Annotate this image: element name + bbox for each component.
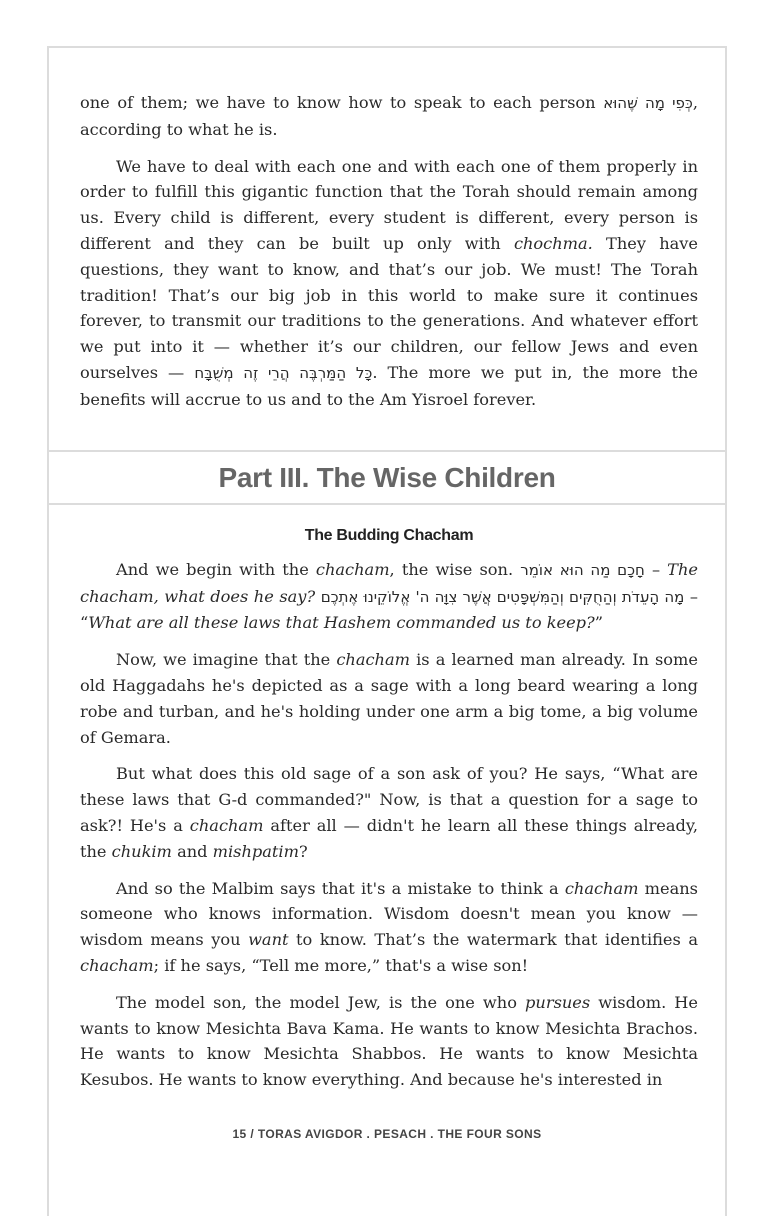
italic-text: What are all these laws that Hashem commanded us to keep? xyxy=(88,613,595,633)
text-run: wisdom. He wants to know Mesichta Bava Kama. He wants to know Mesichta Brachos. He wants to know Mesichta Shabbos. He wants to know Mesichta Kesubos. He wants to know everything. And because he's interested in xyxy=(80,992,698,1090)
hebrew-quote: כָּל הַמַּרְבֶּה הֲרֵי זֶה מְשֻׁבָּח xyxy=(194,363,373,382)
text-run: And so the Malbim says that it's a mistake to think a xyxy=(116,878,565,898)
italic-text: The chacham, what does he say? xyxy=(80,559,698,606)
hebrew-quote: חָכָם מַה הוּא אוֹמֵר xyxy=(520,560,645,579)
text-run: one of them; we have to know how to speak to each person xyxy=(80,93,604,112)
text-run: ; if he says, “Tell me more,” that's a wise son! xyxy=(153,955,529,975)
text-run: ” xyxy=(594,613,603,633)
italic-text: pursues xyxy=(525,992,591,1012)
section-title: Part III. The Wise Children xyxy=(218,462,556,493)
paragraph xyxy=(80,761,698,864)
text-run: after all — didn't he learn all these things already, the xyxy=(80,815,698,861)
italic-text: chochma. xyxy=(513,233,593,253)
text-run: and xyxy=(171,841,213,861)
top-text-block xyxy=(80,90,698,424)
text-run: . The more we put in, the more the benefits will accrue to us and to the Am Yisroel forever. xyxy=(80,362,699,409)
text-run: ? xyxy=(298,841,308,861)
hebrew-quote: מָה הָעֵדֹת וְהַחֻקִּים וְהַמִּשְׁפָּטִים אֲשֶׁר צִוָּה ה' אֱלוֹקֵינוּ אֶתְכֶם xyxy=(320,587,685,606)
text-run: We have to deal with each one and with each one of them properly in order to fulfill this gigantic function that the Torah should remain among us. Every child is different, every student is different, every person is different and they can be built up only with xyxy=(80,156,698,253)
paragraph xyxy=(80,647,698,750)
paragraph xyxy=(80,90,698,143)
page-frame xyxy=(47,46,727,1216)
italic-text: chacham xyxy=(315,559,390,579)
italic-text: chacham xyxy=(564,878,639,898)
text-run: means someone who knows information. Wisdom doesn't mean you know — wisdom means you xyxy=(80,878,698,950)
text-run: – “ xyxy=(80,586,699,633)
italic-text: chukim xyxy=(111,841,172,861)
text-run: They have questions, they want to know, and that’s our job. We must! The Torah tradition! That’s our big job in this world to make sure it continues forever, to transmit our traditions to the generations. And whatever effort we put into it — whether it’s our children, our fellow Jews and even ourselves — xyxy=(80,233,699,382)
paragraph xyxy=(80,876,698,979)
paragraph xyxy=(80,557,698,636)
section-divider-bottom xyxy=(49,503,725,505)
text-run: , the wise son. xyxy=(389,559,521,579)
italic-text: chacham xyxy=(189,815,264,835)
section-divider-top xyxy=(49,450,725,452)
text-run: Now, we imagine that the xyxy=(116,650,337,670)
text-run: But what does this old sage of a son ask of you? He says, “What are these laws that G-d commanded?" Now, is that a question for a sage to ask?! He's a xyxy=(80,764,698,835)
text-run: , according to what he is. xyxy=(80,93,698,139)
text-run: And we begin with the xyxy=(116,559,316,579)
italic-text: chacham xyxy=(80,955,154,975)
italic-text: mishpatim xyxy=(212,841,299,861)
italic-text: want xyxy=(248,930,289,950)
paragraph xyxy=(80,154,698,413)
paragraph xyxy=(80,990,698,1093)
text-run: – xyxy=(644,559,668,579)
text-run: to know. That’s the watermark that identifies a xyxy=(288,930,698,950)
main-text-block xyxy=(80,523,698,1104)
hebrew-quote: כְּפִי מָה שֶּׁהוּא xyxy=(603,94,693,112)
italic-text: chacham xyxy=(336,650,410,670)
page-footer: 15 / TORAS AVIGDOR . PESACH . THE FOUR SONS xyxy=(232,1127,542,1141)
text-run: is a learned man already. In some old Haggadahs he's depicted as a sage with a long beard wearing a long robe and turban, and he's holding under one arm a big tome, a big volume of Gemara. xyxy=(80,650,698,747)
subheading: The Budding Chacham xyxy=(304,527,474,544)
text-run: The model son, the model Jew, is the one who xyxy=(116,992,526,1012)
